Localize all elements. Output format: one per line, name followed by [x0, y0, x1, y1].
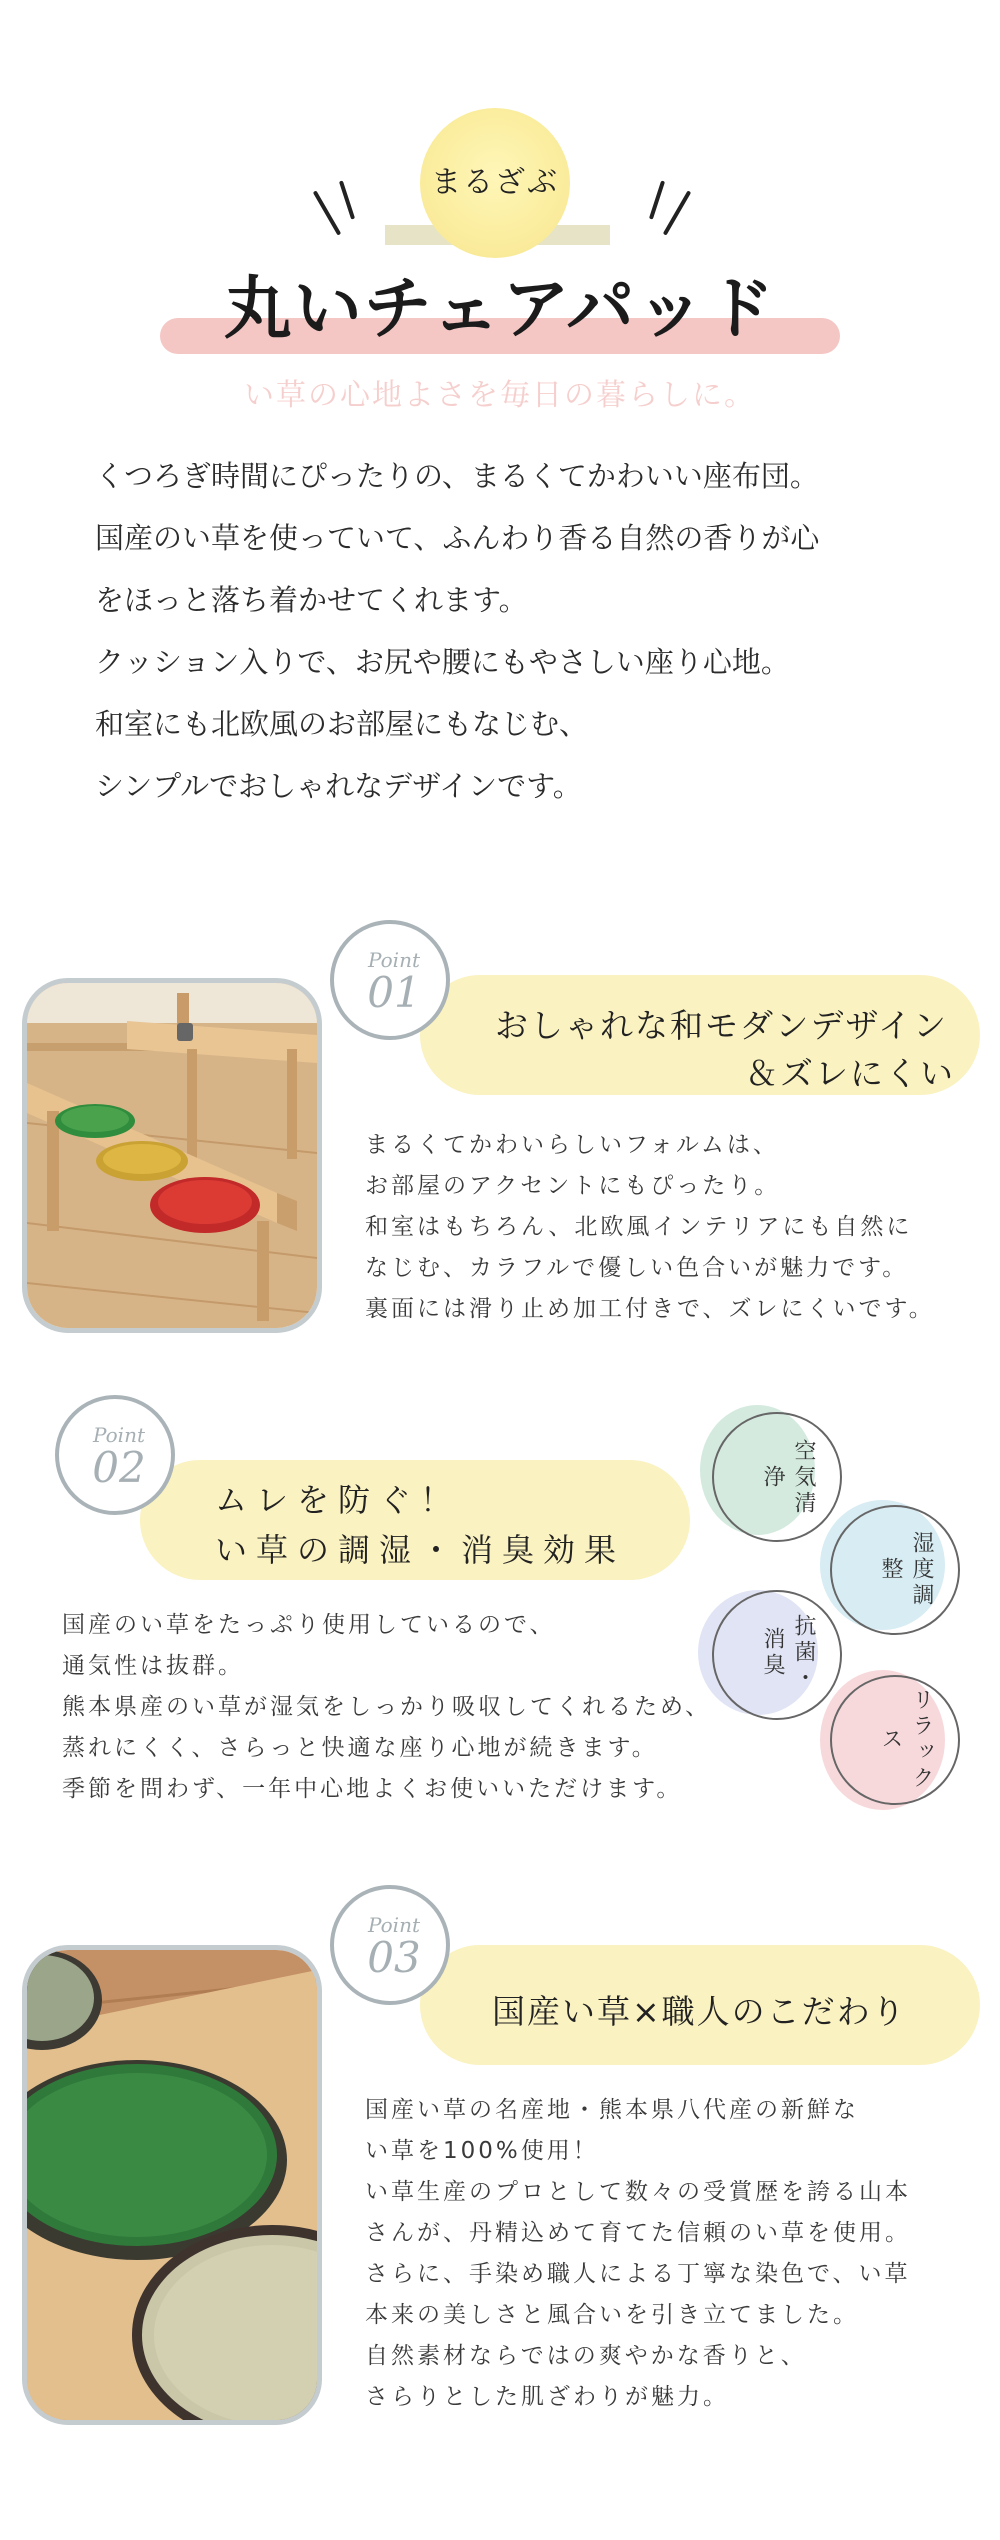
point-03-title: 国産い草×職人のこだわり: [492, 1992, 907, 2031]
point-number: 01: [367, 968, 421, 1017]
body-line: 通気性は抜群。: [62, 1653, 244, 1679]
sparkle-line-left-1: [313, 190, 341, 235]
point-01-title-line-2: ＆ズレにくい: [745, 1054, 955, 1093]
point-01-body: [365, 1125, 935, 1330]
photo-illustration: [27, 1950, 317, 2420]
point-label: Point: [367, 948, 420, 972]
point-01-title-line-1: おしゃれな和モダンデザイン: [495, 1006, 949, 1045]
body-line: さらりとした肌ざわりが魅力。: [365, 2384, 729, 2410]
feature-antibacterial: 抗菌・消臭: [760, 1614, 816, 1692]
point-02-title-line-2: い草の調湿・消臭効果: [215, 1531, 626, 1569]
sparkle-line-left-2: [339, 180, 355, 219]
intro-line: 国産のい草を使っていて、ふんわり香る自然の香りが心: [95, 521, 820, 555]
point-number: 02: [92, 1443, 146, 1492]
body-line: なじむ、カラフルで優しい色合いが魅力です。: [365, 1255, 909, 1281]
intro-line: くつろぎ時間にぴったりの、まるくてかわいい座布団。: [95, 459, 819, 493]
point-label: Point: [92, 1423, 145, 1447]
page-title: 丸いチェアパッド: [223, 269, 777, 349]
badge-label: まるざぶ: [431, 165, 559, 200]
feature-humidity: 湿度調整: [878, 1531, 934, 1609]
body-line: 自然素材ならではの爽やかな香りと、: [365, 2343, 807, 2369]
page-subtitle: い草の心地よさを毎日の暮らしに。: [244, 378, 756, 413]
round-cushions-photo: [22, 1945, 322, 2425]
intro-line: クッション入りで、お尻や腰にもやさしい座り心地。: [95, 645, 790, 679]
body-line: 蒸れにくく、さらっと快適な座り心地が続きます。: [62, 1735, 658, 1761]
body-line: 和室はもちろん、北欧風インテリアにも自然に: [365, 1214, 913, 1240]
body-line: 国産い草の名産地・熊本県八代産の新鮮な: [365, 2097, 859, 2123]
body-line: 熊本県産のい草が湿気をしっかり吸収してくれるため、: [62, 1694, 712, 1720]
bench-cushions-photo: [22, 978, 322, 1333]
body-line: 国産のい草をたっぷり使用しているので、: [62, 1612, 556, 1638]
feature-relax: リラックス: [878, 1688, 934, 1792]
body-line: い草生産のプロとして数々の受賞歴を誇る山本: [365, 2179, 911, 2205]
body-line: お部屋のアクセントにもぴったり。: [365, 1173, 781, 1199]
point-02-body: [62, 1605, 711, 1810]
point-03-body: [365, 2090, 911, 2418]
sparkle-line-right-2: [663, 190, 691, 235]
point-02-badge: [55, 1395, 175, 1515]
feature-air-purify: 空気清浄: [760, 1439, 816, 1517]
body-line: まるくてかわいらしいフォルムは、: [365, 1132, 779, 1158]
body-line: 裏面には滑り止め加工付きで、ズレにくいです。: [365, 1296, 935, 1322]
body-line: い草を100%使用！: [365, 2138, 599, 2164]
photo-illustration: [27, 983, 317, 1328]
intro-text: [95, 445, 915, 817]
body-line: さんが、丹精込めて育てた信頼のい草を使用。: [365, 2220, 911, 2246]
intro-line: 和室にも北欧風のお部屋にもなじむ、: [95, 707, 589, 741]
intro-line: シンプルでおしゃれなデザインです。: [95, 769, 582, 803]
point-number: 03: [367, 1933, 421, 1982]
body-line: さらに、手染め職人による丁寧な染色で、い草: [365, 2261, 911, 2287]
point-01-badge: [330, 920, 450, 1040]
body-line: 本来の美しさと風合いを引き立てました。: [365, 2302, 859, 2328]
body-line: 季節を問わず、一年中心地よくお使いいただけます。: [62, 1776, 683, 1802]
intro-line: をほっと落ち着かせてくれます。: [95, 583, 528, 617]
sparkle-line-right-1: [649, 180, 665, 219]
point-label: Point: [367, 1913, 420, 1937]
point-02-title-line-1: ムレを防ぐ！: [215, 1481, 462, 1519]
point-03-badge: [330, 1885, 450, 2005]
